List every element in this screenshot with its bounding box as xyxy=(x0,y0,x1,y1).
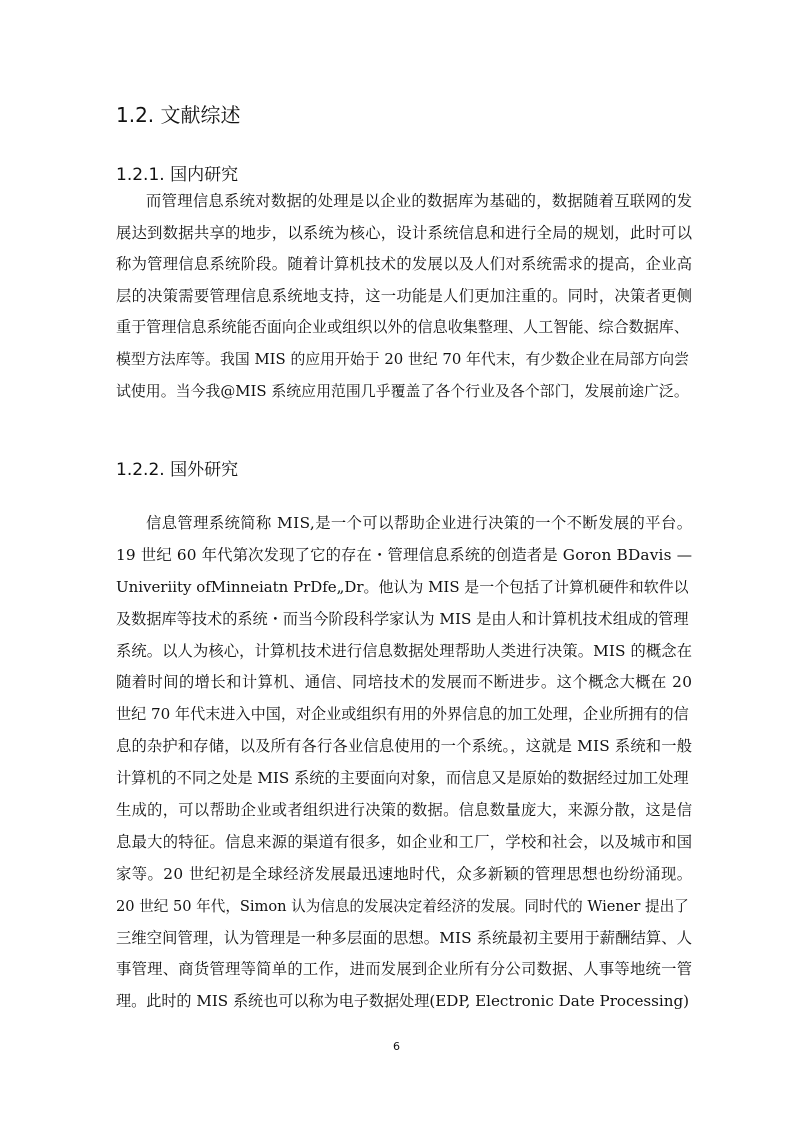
text-line: 生成的，可以帮助企业或者组织进行决策的数据。信息数量庞大，来源分散，这是信 xyxy=(116,801,692,820)
text-line: 信息管理系统简称 MIS,是一个可以帮助企业进行决策的一个不断发展的平台。 xyxy=(146,514,692,532)
section-heading: 1.2. 文献综述 xyxy=(116,103,241,127)
text-line: 模型方法库等。我国 MIS 的应用开始于 20 世纪 70 年代末，有少数企业在局部方向尝 xyxy=(116,349,689,368)
text-line: 层的决策需要管理信息系统地支持，这一功能是人们更加注重的。同时，决策者更侧 xyxy=(116,286,692,305)
text-line: 系统。以人为核心，计算机技术进行信息数据处理帮助人类进行决策。MIS 的概念在 xyxy=(116,641,692,660)
paragraph-domestic-research xyxy=(116,186,692,407)
page-number: 6 xyxy=(393,1040,400,1053)
text-line: 随着时间的增长和计算机、通信、同培技术的发展而不断进步。这个概念大概在 20 xyxy=(116,673,692,692)
text-line: 息的杂护和存储，以及所有各行各业信息使用的一个系统。，这就是 MIS 系统和一般 xyxy=(116,737,692,756)
text-line: Univeriity ofMinneiatn PrDfe„Dr。他认为 MIS 是一个包括了计算机硬件和软件以 xyxy=(116,577,689,596)
text-line: 19 世纪 60 年代第次发现了它的存在・管理信息系统的创造者是 Goron BDavis — xyxy=(116,545,692,564)
subsection-heading-domestic: 1.2.1. 国内研究 xyxy=(116,165,239,185)
text-line: 而管理信息系统对数据的处理是以企业的数据库为基础的，数据随着互联网的发 xyxy=(146,192,692,210)
text-line: 三维空间管理，认为管理是一种多层面的思想。MIS 系统最初主要用于薪酬结算、人 xyxy=(116,928,692,947)
text-line: 称为管理信息系统阶段。随着计算机技术的发展以及人们对系统需求的提高，企业高 xyxy=(116,255,692,274)
text-line: 计算机的不同之处是 MIS 系统的主要面向对象，而信息又是原始的数据经过加工处理 xyxy=(116,769,689,788)
text-line: 及数据库等技术的系统・而当今阶段科学家认为 MIS 是由人和计算机技术组成的管理 xyxy=(116,609,689,628)
text-line: 息最大的特征。信息来源的渠道有很多，如企业和工厂，学校和社会，以及城市和国 xyxy=(116,832,692,851)
text-line: 理。此时的 MIS 系统也可以称为电子数据处理(EDP, Electronic Date Processing) xyxy=(116,992,690,1011)
text-line: 重于管理信息系统能否面向企业或组织以外的信息收集整理、人工智能、综合数据库、 xyxy=(116,318,689,337)
paragraph-foreign-research xyxy=(116,508,692,1018)
subsection-heading-foreign: 1.2.2. 国外研究 xyxy=(116,460,239,480)
text-line: 事管理、商货管理等简单的工作，进而发展到企业所有分公司数据、人事等地统一管 xyxy=(116,960,692,979)
text-line: 世纪 70 年代末进入中国，对企业或组织有用的外界信息的加工处理，企业所拥有的信 xyxy=(116,705,689,724)
text-line: 试使用。当今我@MIS 系统应用范围几乎覆盖了各个行业及各个部门，发展前途广泛。 xyxy=(116,381,689,400)
text-line: 家等。20 世纪初是全球经济发展最迅速地时代，众多新颖的管理思想也纷纷涌现。 xyxy=(116,864,692,883)
text-line: 展达到数据共享的地步，以系统为核心，设计系统信息和进行全局的规划，此时可以 xyxy=(116,223,692,242)
text-line: 20 世纪 50 年代，Simon 认为信息的发展决定着经济的发展。同时代的 Wiener 提出了 xyxy=(116,897,689,915)
